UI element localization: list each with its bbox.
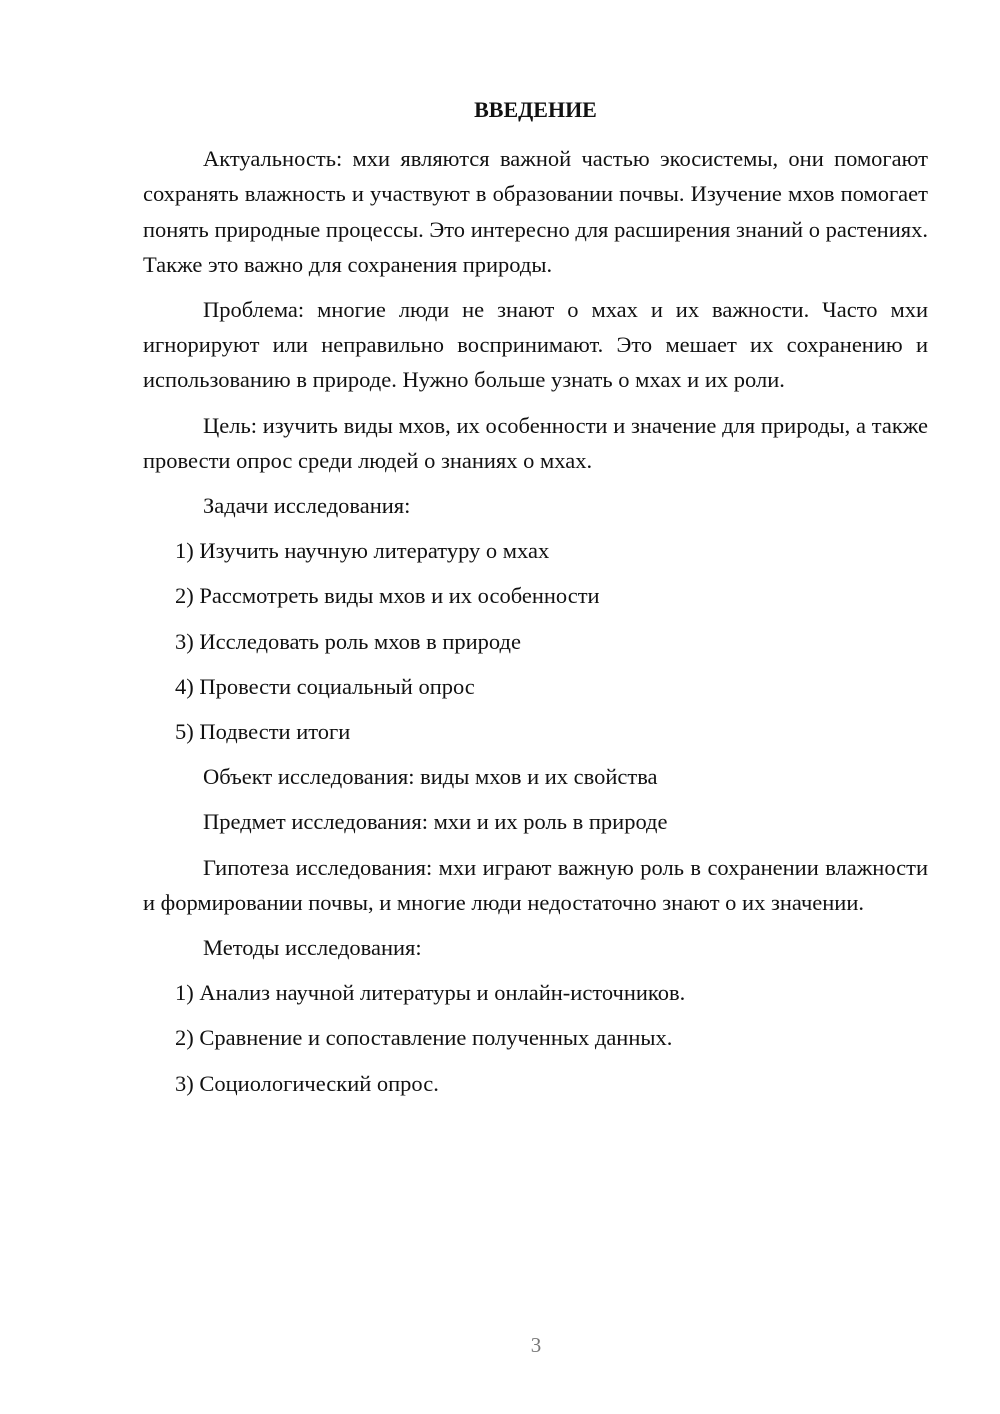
list-item: 1) Анализ научной литературы и онлайн-источников.: [175, 980, 686, 1006]
page-content: [143, 92, 928, 1111]
tasks-title: Задачи исследования:: [203, 493, 411, 519]
list-item: 4) Провести социальный опрос: [175, 673, 475, 699]
research-subject: Предмет исследования: мхи и их роль в природе: [203, 809, 668, 835]
tasks-list: [143, 533, 928, 749]
problem-paragraph: Проблема: многие люди не знают о мхах и их важности. Часто мхи игнорируют или неправильно воспринимают. Это мешает их сохранению и использованию в природе. Нужно больше узнать о мхах и их роли.: [143, 297, 928, 393]
relevance-paragraph: Актуальность: мхи являются важной частью экосистемы, они помогают сохранять влажность и участвуют в образовании почвы. Изучение мхов помогает понять природные процессы. Это интересно для расширения знаний о растениях. Также это важно для сохранения природы.: [143, 146, 928, 277]
section-heading: ВВЕДЕНИЕ: [474, 97, 597, 122]
list-item: 3) Социологический опрос.: [175, 1070, 439, 1096]
methods-title: Методы исследования:: [203, 935, 422, 961]
hypothesis-paragraph: Гипотеза исследования: мхи играют важную роль в сохранении влажности и формировании почвы, и многие люди недостаточно знают о их значении.: [143, 854, 928, 915]
list-item: 5) Подвести итоги: [175, 719, 351, 745]
list-item: 2) Рассмотреть виды мхов и их особенности: [175, 583, 600, 609]
research-object: Объект исследования: виды мхов и их свойства: [203, 764, 658, 790]
list-item: 1) Изучить научную литературу о мхах: [175, 538, 550, 564]
goal-paragraph: Цель: изучить виды мхов, их особенности и значение для природы, а также провести опрос среди людей о знаниях о мхах.: [143, 412, 928, 473]
list-item: 2) Сравнение и сопоставление полученных данных.: [175, 1025, 673, 1051]
page-number: 3: [530, 1333, 542, 1357]
methods-list: [143, 975, 928, 1101]
list-item: 3) Исследовать роль мхов в природе: [175, 628, 521, 654]
